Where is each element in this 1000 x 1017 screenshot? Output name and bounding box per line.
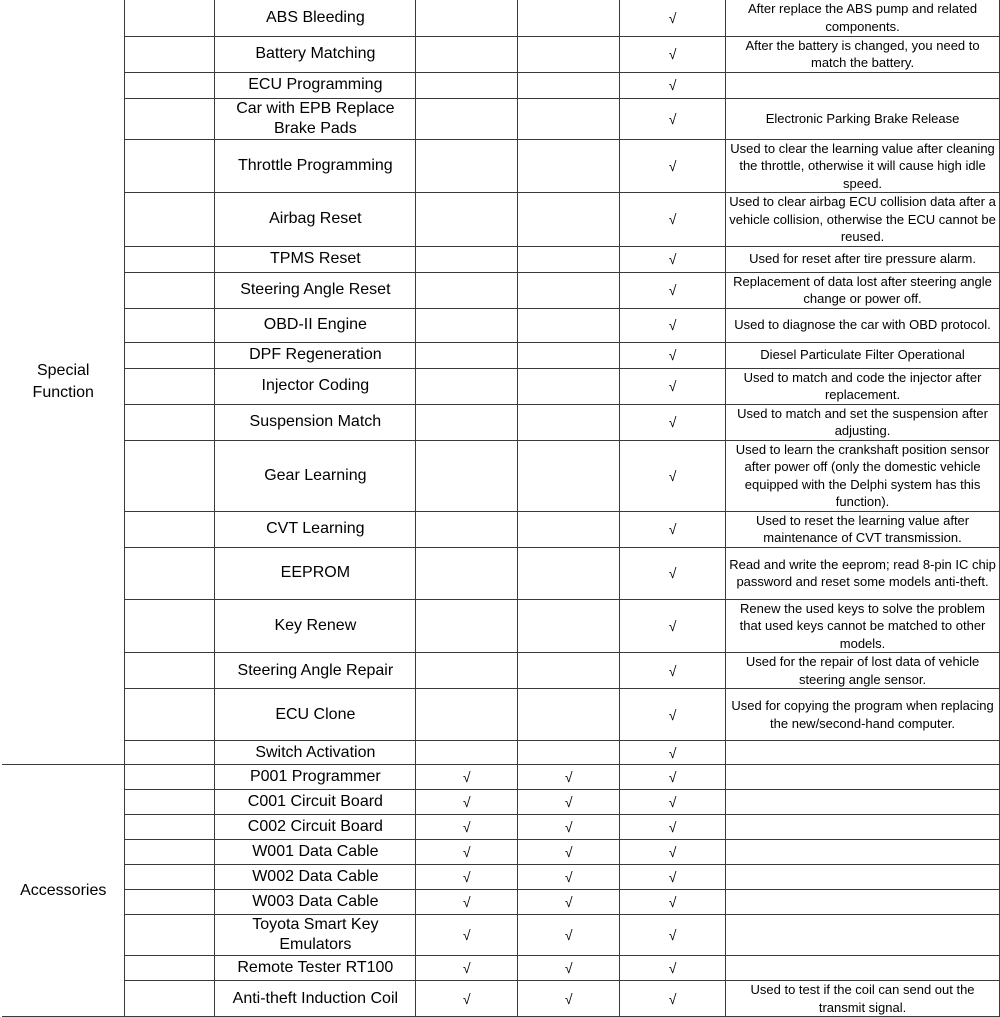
check-mark-c3: √: [620, 246, 726, 272]
function-name: ECU Programming: [215, 72, 416, 98]
check-mark-c2: [518, 98, 620, 139]
blank-cell: [125, 404, 215, 440]
check-mark-c2: √: [518, 765, 620, 790]
table-row: [2, 890, 1000, 915]
blank-cell: [125, 765, 215, 790]
note-cell: Used for copying the program when replacing the new/second-hand computer.: [726, 689, 1000, 741]
check-mark-c1: √: [416, 865, 518, 890]
check-mark-c1: [416, 404, 518, 440]
check-mark-c2: [518, 404, 620, 440]
check-mark-c2: √: [518, 840, 620, 865]
function-name: W003 Data Cable: [215, 890, 416, 915]
blank-cell: [125, 368, 215, 404]
table-row: [2, 368, 1000, 404]
table-row: [2, 308, 1000, 342]
note-cell: Used for the repair of lost data of vehicle steering angle sensor.: [726, 653, 1000, 689]
check-mark-c1: √: [416, 981, 518, 1017]
table-row: [2, 72, 1000, 98]
table-row: [2, 915, 1000, 956]
check-mark-c2: [518, 342, 620, 368]
note-cell: Used to learn the crankshaft position sensor after power off (only the domestic vehicle equipped with the Delphi system has this function).: [726, 440, 1000, 511]
check-mark-c2: [518, 368, 620, 404]
check-mark-c2: [518, 72, 620, 98]
function-name: Gear Learning: [215, 440, 416, 511]
check-mark-c2: [518, 511, 620, 547]
check-mark-c2: √: [518, 890, 620, 915]
note-cell: [726, 840, 1000, 865]
note-cell: Read and write the eeprom; read 8-pin IC chip password and reset some models anti-theft.: [726, 547, 1000, 599]
check-mark-c2: √: [518, 790, 620, 815]
check-mark-c1: [416, 246, 518, 272]
blank-cell: [125, 890, 215, 915]
check-mark-c1: √: [416, 765, 518, 790]
note-cell: [726, 865, 1000, 890]
note-cell: [726, 790, 1000, 815]
note-cell: Used to diagnose the car with OBD protocol.: [726, 308, 1000, 342]
check-mark-c3: √: [620, 0, 726, 36]
blank-cell: [125, 272, 215, 308]
function-name: Steering Angle Repair: [215, 653, 416, 689]
table-row: [2, 440, 1000, 511]
check-mark-c3: √: [620, 139, 726, 193]
check-mark-c3: √: [620, 890, 726, 915]
check-mark-c1: [416, 368, 518, 404]
blank-cell: [125, 342, 215, 368]
note-cell: Used to clear airbag ECU collision data after a vehicle collision, otherwise the ECU cannot be reused.: [726, 193, 1000, 247]
check-mark-c1: √: [416, 915, 518, 956]
check-mark-c3: √: [620, 342, 726, 368]
function-name: W001 Data Cable: [215, 840, 416, 865]
note-cell: Renew the used keys to solve the problem that used keys cannot be matched to other models.: [726, 599, 1000, 653]
note-cell: [726, 765, 1000, 790]
blank-cell: [125, 815, 215, 840]
table-row: [2, 272, 1000, 308]
check-mark-c1: [416, 689, 518, 741]
check-mark-c2: √: [518, 956, 620, 981]
function-name: TPMS Reset: [215, 246, 416, 272]
check-mark-c3: √: [620, 36, 726, 72]
table-row: [2, 36, 1000, 72]
note-cell: Replacement of data lost after steering angle change or power off.: [726, 272, 1000, 308]
check-mark-c3: √: [620, 308, 726, 342]
table-row: [2, 790, 1000, 815]
blank-cell: [125, 36, 215, 72]
check-mark-c1: [416, 0, 518, 36]
blank-cell: [125, 440, 215, 511]
check-mark-c2: [518, 599, 620, 653]
function-name: Steering Angle Reset: [215, 272, 416, 308]
check-mark-c3: √: [620, 547, 726, 599]
table-row: [2, 246, 1000, 272]
check-mark-c2: [518, 246, 620, 272]
function-name: Switch Activation: [215, 741, 416, 765]
check-mark-c2: [518, 440, 620, 511]
check-mark-c2: [518, 36, 620, 72]
blank-cell: [125, 981, 215, 1017]
blank-cell: [125, 72, 215, 98]
check-mark-c1: √: [416, 890, 518, 915]
table-row: [2, 342, 1000, 368]
function-name: ABS Bleeding: [215, 0, 416, 36]
blank-cell: [125, 0, 215, 36]
function-name: Airbag Reset: [215, 193, 416, 247]
note-cell: Used to test if the coil can send out the transmit signal.: [726, 981, 1000, 1017]
function-name: C001 Circuit Board: [215, 790, 416, 815]
note-cell: After replace the ABS pump and related components.: [726, 0, 1000, 36]
function-name: Anti-theft Induction Coil: [215, 981, 416, 1017]
check-mark-c2: [518, 547, 620, 599]
check-mark-c2: [518, 653, 620, 689]
check-mark-c1: √: [416, 790, 518, 815]
check-mark-c3: √: [620, 193, 726, 247]
function-name: C002 Circuit Board: [215, 815, 416, 840]
check-mark-c3: √: [620, 815, 726, 840]
check-mark-c3: √: [620, 741, 726, 765]
blank-cell: [125, 689, 215, 741]
table-row: [2, 653, 1000, 689]
note-cell: Used to reset the learning value after maintenance of CVT transmission.: [726, 511, 1000, 547]
note-cell: Electronic Parking Brake Release: [726, 98, 1000, 139]
table-row: [2, 193, 1000, 247]
function-name: OBD-II Engine: [215, 308, 416, 342]
check-mark-c2: [518, 0, 620, 36]
blank-cell: [125, 956, 215, 981]
check-mark-c1: [416, 98, 518, 139]
check-mark-c3: √: [620, 653, 726, 689]
check-mark-c1: √: [416, 815, 518, 840]
category-cell-special: Special Function: [2, 0, 125, 765]
check-mark-c3: √: [620, 72, 726, 98]
check-mark-c2: √: [518, 981, 620, 1017]
function-name: EEPROM: [215, 547, 416, 599]
blank-cell: [125, 98, 215, 139]
blank-cell: [125, 308, 215, 342]
function-name: Battery Matching: [215, 36, 416, 72]
check-mark-c1: √: [416, 956, 518, 981]
function-name: W002 Data Cable: [215, 865, 416, 890]
function-name: P001 Programmer: [215, 765, 416, 790]
note-cell: Diesel Particulate Filter Operational: [726, 342, 1000, 368]
check-mark-c3: √: [620, 765, 726, 790]
blank-cell: [125, 915, 215, 956]
table-row: [2, 0, 1000, 36]
check-mark-c3: √: [620, 689, 726, 741]
note-cell: After the battery is changed, you need to match the battery.: [726, 36, 1000, 72]
note-cell: [726, 815, 1000, 840]
note-cell: [726, 915, 1000, 956]
check-mark-c3: √: [620, 404, 726, 440]
check-mark-c3: √: [620, 956, 726, 981]
function-name: Car with EPB Replace Brake Pads: [215, 98, 416, 139]
check-mark-c2: [518, 139, 620, 193]
check-mark-c1: [416, 511, 518, 547]
table-row: [2, 741, 1000, 765]
note-cell: [726, 72, 1000, 98]
blank-cell: [125, 246, 215, 272]
function-name: Key Renew: [215, 599, 416, 653]
function-name: Injector Coding: [215, 368, 416, 404]
blank-cell: [125, 599, 215, 653]
table-row: [2, 139, 1000, 193]
table-row: [2, 547, 1000, 599]
blank-cell: [125, 193, 215, 247]
check-mark-c3: √: [620, 98, 726, 139]
table-row: [2, 511, 1000, 547]
table-row: [2, 599, 1000, 653]
check-mark-c2: √: [518, 815, 620, 840]
note-cell: Used to match and set the suspension after adjusting.: [726, 404, 1000, 440]
function-name: Throttle Programming: [215, 139, 416, 193]
note-cell: Used to match and code the injector after replacement.: [726, 368, 1000, 404]
check-mark-c1: [416, 599, 518, 653]
check-mark-c2: √: [518, 865, 620, 890]
blank-cell: [125, 790, 215, 815]
check-mark-c3: √: [620, 440, 726, 511]
table-row: [2, 98, 1000, 139]
blank-cell: [125, 511, 215, 547]
note-cell: Used to clear the learning value after cleaning the throttle, otherwise it will cause high idle speed.: [726, 139, 1000, 193]
function-name: Suspension Match: [215, 404, 416, 440]
note-cell: [726, 890, 1000, 915]
check-mark-c1: [416, 72, 518, 98]
note-cell: [726, 741, 1000, 765]
table-row: [2, 981, 1000, 1017]
table-row: [2, 404, 1000, 440]
check-mark-c1: [416, 440, 518, 511]
table-row: [2, 956, 1000, 981]
check-mark-c1: [416, 36, 518, 72]
blank-cell: [125, 547, 215, 599]
check-mark-c2: [518, 272, 620, 308]
check-mark-c2: [518, 193, 620, 247]
check-mark-c2: [518, 689, 620, 741]
blank-cell: [125, 139, 215, 193]
function-name: CVT Learning: [215, 511, 416, 547]
function-name: DPF Regeneration: [215, 342, 416, 368]
check-mark-c2: √: [518, 915, 620, 956]
check-mark-c1: √: [416, 840, 518, 865]
blank-cell: [125, 653, 215, 689]
check-mark-c3: √: [620, 840, 726, 865]
table-row: [2, 865, 1000, 890]
category-cell-accessories: Accessories: [2, 765, 125, 1017]
check-mark-c3: √: [620, 865, 726, 890]
blank-cell: [125, 865, 215, 890]
check-mark-c1: [416, 308, 518, 342]
check-mark-c3: √: [620, 368, 726, 404]
function-name: ECU Clone: [215, 689, 416, 741]
blank-cell: [125, 741, 215, 765]
check-mark-c3: √: [620, 599, 726, 653]
check-mark-c1: [416, 547, 518, 599]
function-table: [2, 0, 1000, 1017]
check-mark-c1: [416, 272, 518, 308]
check-mark-c1: [416, 741, 518, 765]
function-name: Toyota Smart Key Emulators: [215, 915, 416, 956]
table-row: [2, 765, 1000, 790]
note-cell: [726, 956, 1000, 981]
check-mark-c3: √: [620, 915, 726, 956]
check-mark-c1: [416, 139, 518, 193]
check-mark-c3: √: [620, 272, 726, 308]
function-name: Remote Tester RT100: [215, 956, 416, 981]
check-mark-c1: [416, 193, 518, 247]
check-mark-c1: [416, 342, 518, 368]
blank-cell: [125, 840, 215, 865]
check-mark-c2: [518, 308, 620, 342]
table-row: [2, 815, 1000, 840]
table-row: [2, 689, 1000, 741]
check-mark-c3: √: [620, 511, 726, 547]
check-mark-c3: √: [620, 790, 726, 815]
table-row: [2, 840, 1000, 865]
check-mark-c1: [416, 653, 518, 689]
check-mark-c3: √: [620, 981, 726, 1017]
note-cell: Used for reset after tire pressure alarm.: [726, 246, 1000, 272]
check-mark-c2: [518, 741, 620, 765]
